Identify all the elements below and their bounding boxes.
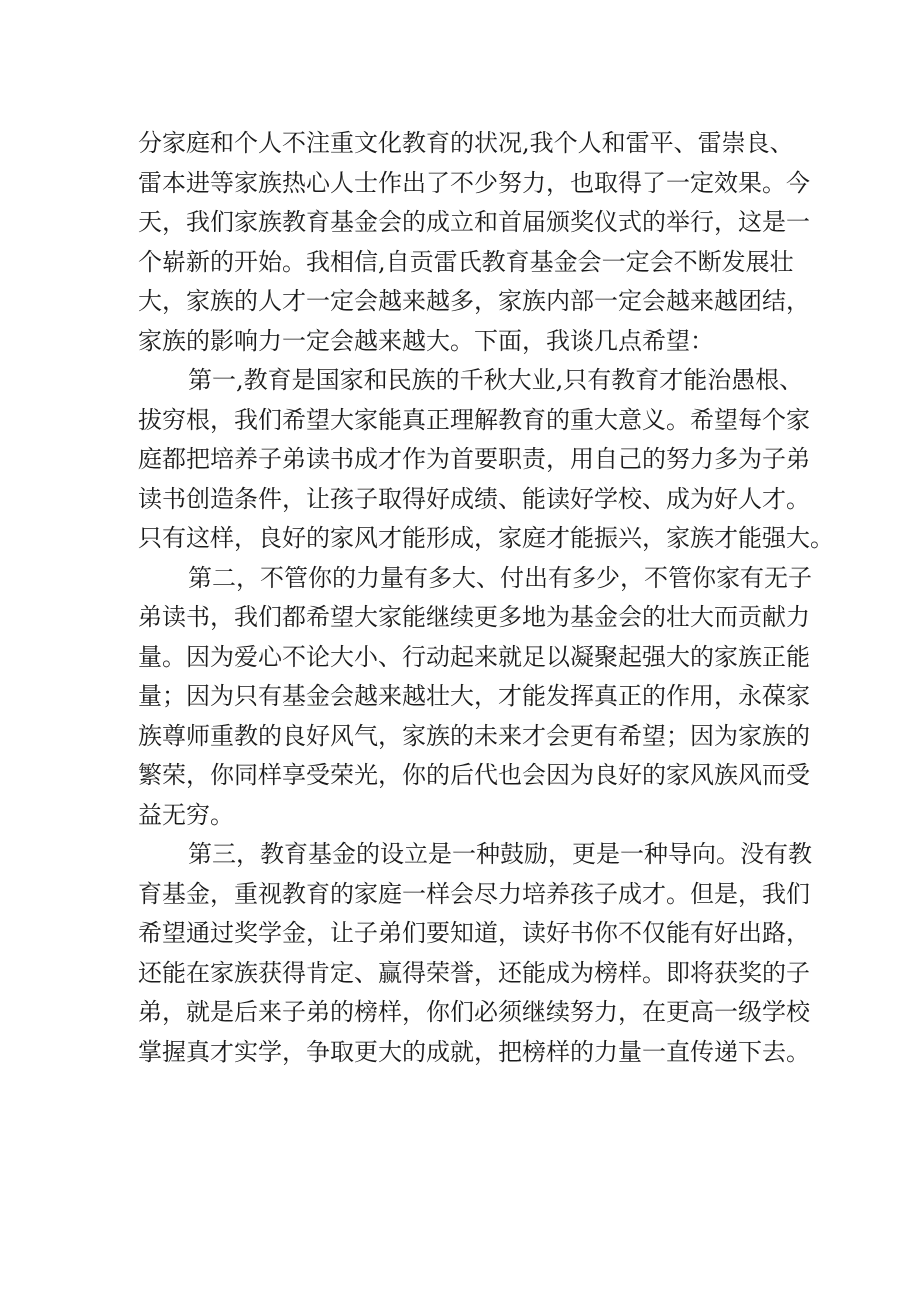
text-line: 族尊师重教的良好风气，家族的未来才会更有希望；因为家族的 — [138, 721, 810, 750]
text-line: 量。因为爱心不论大小、行动起来就足以凝聚起强大的家族正能 — [138, 642, 810, 671]
text-line: 还能在家族获得肯定、赢得荣誉，还能成为榜样。即将获奖的子 — [138, 958, 810, 987]
paragraph-first-line: 第二，不管你的力量有多大、付出有多少，不管你家有无子 — [188, 563, 812, 592]
text-line: 读书创造条件，让孩子取得好成绩、能读好学校、成为好人才。 — [138, 484, 810, 513]
text-line: 庭都把培养子弟读书成才作为首要职责，用自己的努力多为子弟 — [138, 445, 810, 473]
text-line: 大，家族的人才一定会越来越多，家族内部一定会越来越团结， — [138, 287, 810, 315]
text-line: 希望通过奖学金，让子弟们要知道，读好书你不仅能有好出路， — [138, 919, 810, 947]
text-line: 弟，就是后来子弟的榜样，你们必须继续努力，在更高一级学校 — [138, 998, 810, 1026]
text-line: 弟读书，我们都希望大家能继续更多地为基金会的壮大而贡献力 — [138, 603, 810, 631]
text-line: 益无穷。 — [138, 800, 234, 829]
text-line: 育基金，重视教育的家庭一样会尽力培养孩子成才。但是，我们 — [138, 879, 810, 908]
text-line: 掌握真才实学，争取更大的成就，把榜样的力量一直传递下去。 — [138, 1037, 810, 1066]
text-line: 拔穷根，我们希望大家能真正理解教育的重大意义。希望每个家 — [138, 405, 810, 434]
text-line: 分家庭和个人不注重文化教育的状况,我个人和雷平、雷崇良、 — [138, 129, 794, 157]
text-line: 个崭新的开始。我相信,自贡雷氏教育基金会一定会不断发展壮 — [138, 247, 794, 276]
text-line: 天，我们家族教育基金会的成立和首届颁奖仪式的举行，这是一 — [138, 208, 810, 236]
text-line: 量；因为只有基金会越来越壮大，才能发挥真正的作用，永葆家 — [138, 682, 810, 710]
text-line: 只有这样，良好的家风才能形成，家庭才能振兴，家族才能强大。 — [138, 524, 834, 552]
body-text — [138, 124, 834, 1072]
paragraph-first-line: 第三，教育基金的设立是一种鼓励，更是一种导向。没有教 — [188, 840, 812, 868]
text-line: 雷本进等家族热心人士作出了不少努力，也取得了一定效果。今 — [138, 168, 810, 197]
text-line: 繁荣，你同样享受荣光，你的后代也会因为良好的家风族风而受 — [138, 761, 810, 789]
text-line: 家族的影响力一定会越来越大。下面，我谈几点希望： — [138, 326, 714, 355]
paragraph-first-line: 第一,教育是国家和民族的千秋大业,只有教育才能治愚根、 — [188, 366, 804, 394]
